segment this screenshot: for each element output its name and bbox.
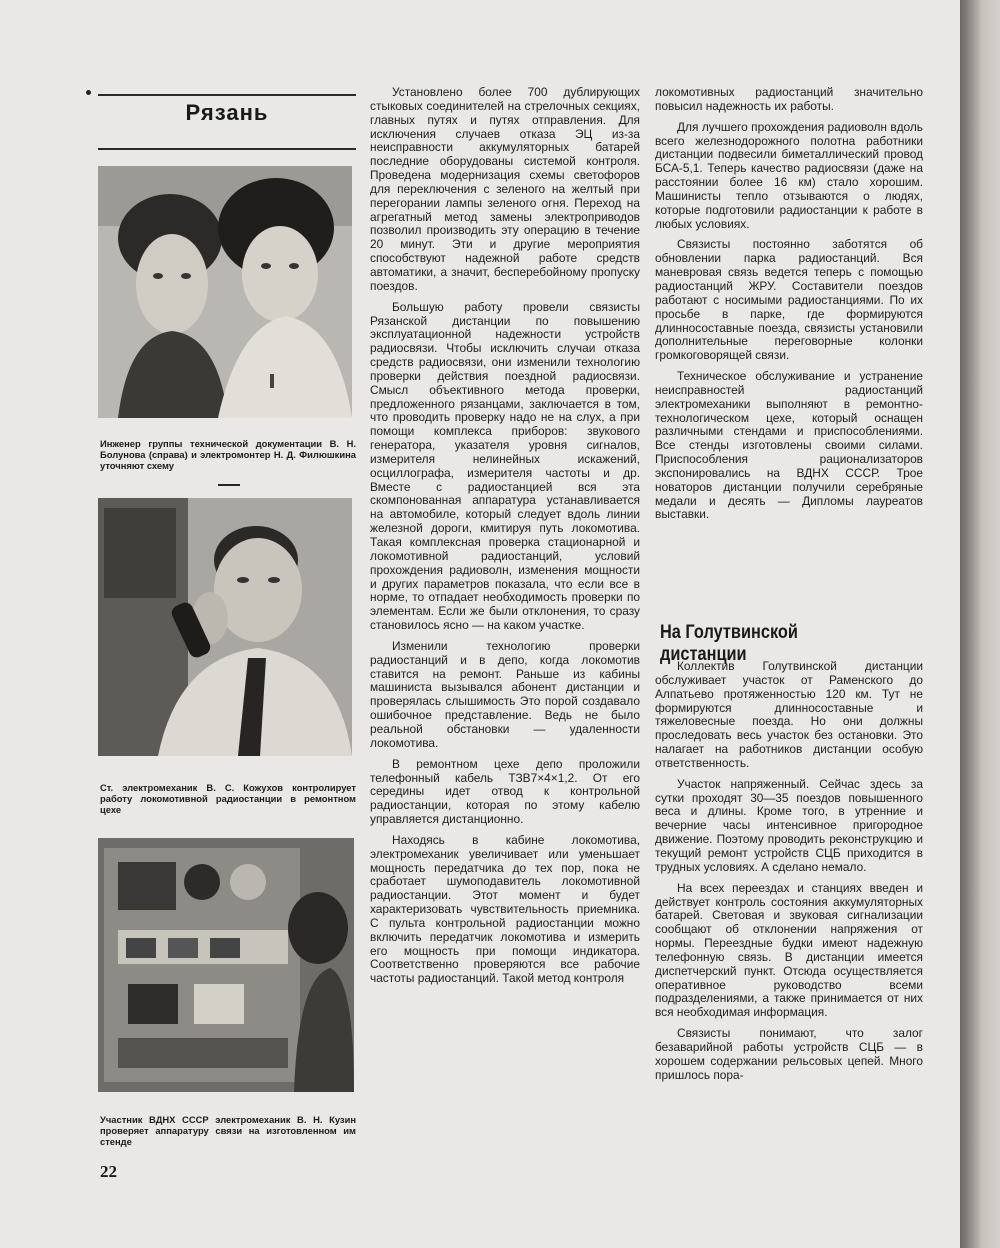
ink-dot [86,90,91,95]
photo-caption: Участник ВДНХ СССР электромеханик В. Н. Кузин проверяет аппаратуру связи на изготовленном им стенде [100,1114,356,1147]
paragraph: Для лучшего прохождения радиоволн вдоль всего железнодорожного полотна работники дистанции подвесили биметаллический провод БСА-5,1. Теперь качество радиосвязи (даже на расстоянии более 16 км) стало хорошим. Машинисты тепло отзываются о людях, которые подготовили радиостанции к работе в любых условиях. [655,119,923,231]
section-heading-ryazan: Рязань [185,100,269,125]
article-column-right-bottom [655,660,923,1089]
paragraph: Техническое обслуживание и устранение неисправностей радиостанций электромеханики выполняют в ремонтно-технологическом цехе, который оснащен различными стендами и приспособлениями. Все стенды изготовлены своими силами. Приспособления рационализаторов экспонировались на ВДНХ СССР. Трое новаторов дистанции получили серебряные медали и десять — Дипломы лауреатов выставки. [655,369,923,522]
paragraph: Связисты постоянно заботятся об обновлении парка радиостанций. Вся маневровая связь ведется теперь с помощью радиостанций ЖРУ. Составители поездов работают с носимыми радиостанциями. По их просьбе в парке, где формируются длинносоставные поезда, связисты установили дополнительные переговорные колонки громкоговорящей связи. [655,237,923,363]
paragraph: Изменили технологию проверки радиостанций и в депо, когда локомотив ставится на ремонт. Раньше из кабины машиниста вызывался абонент дистанции и проверялась слышимость Это порой создавало ошибочное представление. Ведь не было реальной обстановки — удаленности локомотива. [370,638,640,750]
article-column-middle [370,86,640,993]
paragraph: На всех переездах и станциях введен и действует контроль состояния аккумуляторных батарей. Световая и звуковая сигнализации сообщают об отклонении напряжения от нормы. Переездные будки имеют надежную телефонную связь. В дистанции имеется диспетчерский пункт. Отсюда осуществляется оперативное руководство всеми подразделениями, а также принимается от них вся необходимая информация. [655,880,923,1020]
paragraph: Находясь в кабине локомотива, электромеханик увеличивает или уменьшает мощность передатчика до тех пор, пока не сработает шумоподавитель локомотивной радиостанции. Этот момент и будет характеризовать чувствительность приемника. С пульта контрольной радиостанции можно включить передатчик локомотива и измерить его мощность при помощи индикатора. Соответственно проверяются все рабочие частоты радиостанций. Такой метод контроля [370,832,640,986]
paragraph: Участок напряженный. Сейчас здесь за сутки проходят 30—35 поездов повышенного веса и длины. Кроме того, в утренние и вечерние часы интенсивное пригородное движение. Поэтому проводить реконструкцию и текущий ремонт устройств СЦБ приходится в трудных условиях. А сделано немало. [655,776,923,874]
binding-edge [960,0,1000,1248]
photo-caption: Инженер группы технической документации В. Н. Болунова (справа) и электромонтер Н. Д. Филюшкина уточняют схему [100,438,356,471]
paragraph: Связисты понимают, что залог безаварийной работы устройств СЦБ — в хорошем содержании рельсовых цепей. Много пришлось пора- [655,1026,923,1082]
heading-rule-top [98,94,356,96]
photo-caption: Ст. электромеханик В. С. Кожухов контролирует работу локомотивной радиостанции в ремонтном цехе [100,782,356,815]
paragraph: В ремонтном цехе депо проложили телефонный кабель ТЗВ7×4×1,2. От его середины идет отвод к контрольной радиостанции, которая по этому кабелю управляется дистанционно. [370,756,640,827]
heading-rule-bottom [98,148,356,150]
photo-equipment-stand [98,838,354,1092]
page-number: 22 [100,1162,117,1181]
photo-two-women [98,166,352,418]
paragraph: локомотивных радиостанций значительно повысил надежность их работы. [655,85,923,113]
article-column-right-top [655,86,923,529]
photo-man-on-phone [98,498,352,756]
paragraph: Установлено более 700 дублирующих стыковых соединителей на стрелочных секциях, главных путях и путях отправления. Для исключения случаев отказа ЭЦ из-за неисправности аккумуляторных батарей последние оборудованы системой контроля. Проведена модернизация схемы светофоров для переключения с зеленого на желтый при перегорании лампы зеленого огня. Переход на агрегатный метод замены электроприводов позволил производить эту операцию в течение 20 минут. Эти и другие мероприятия способствуют надежной работе средств автоматики, а значит, бесперебойному пропуску поездов. [370,85,640,293]
section-heading-golutvin: На Голутвинской дистанции [660,622,798,665]
separator-dash [218,484,240,486]
paragraph: Коллектив Голутвинской дистанции обслуживает участок от Раменского до Алпатьево протяженностью 120 км. Тут не формируются длинносоставные и тяжеловесные поезда. Но они должны проследовать весь участок без остановки. Это налагает на работников дистанции особую ответственность. [655,659,923,770]
paragraph: Большую работу провели связисты Рязанской дистанции по повышению эксплуатационной надежности устройств радиосвязи. Чтобы исключить случаи отказа средств радиосвязи, они изменили технологию проверки действия поездной радиосвязи. Смысл объективного метода проверки, предложенного рязанцами, заключается в том, что проводить проверку надо не на слух, а при помощи комплекса приборов: звукового генератора, указателя уровня сигналов, измерителя нелинейных искажений, осциллографа, измерителя частоты и др. Вместе с радиостанцией вся эта скомпонованная аппаратура устанавливается на автомобиле, который следует вдоль линии железной дороги, кмитируя путь локомотива. Такая комплексная проверка стационарной и локомотивной радиостанций, условий прохождения радиоволн, изменения мощности и других параметров показала, что если все в норме, то отпадает необходимость проверки по элементам. Если же были отклонения, то сразу становилось ясно — на каком участке. [370,299,640,633]
